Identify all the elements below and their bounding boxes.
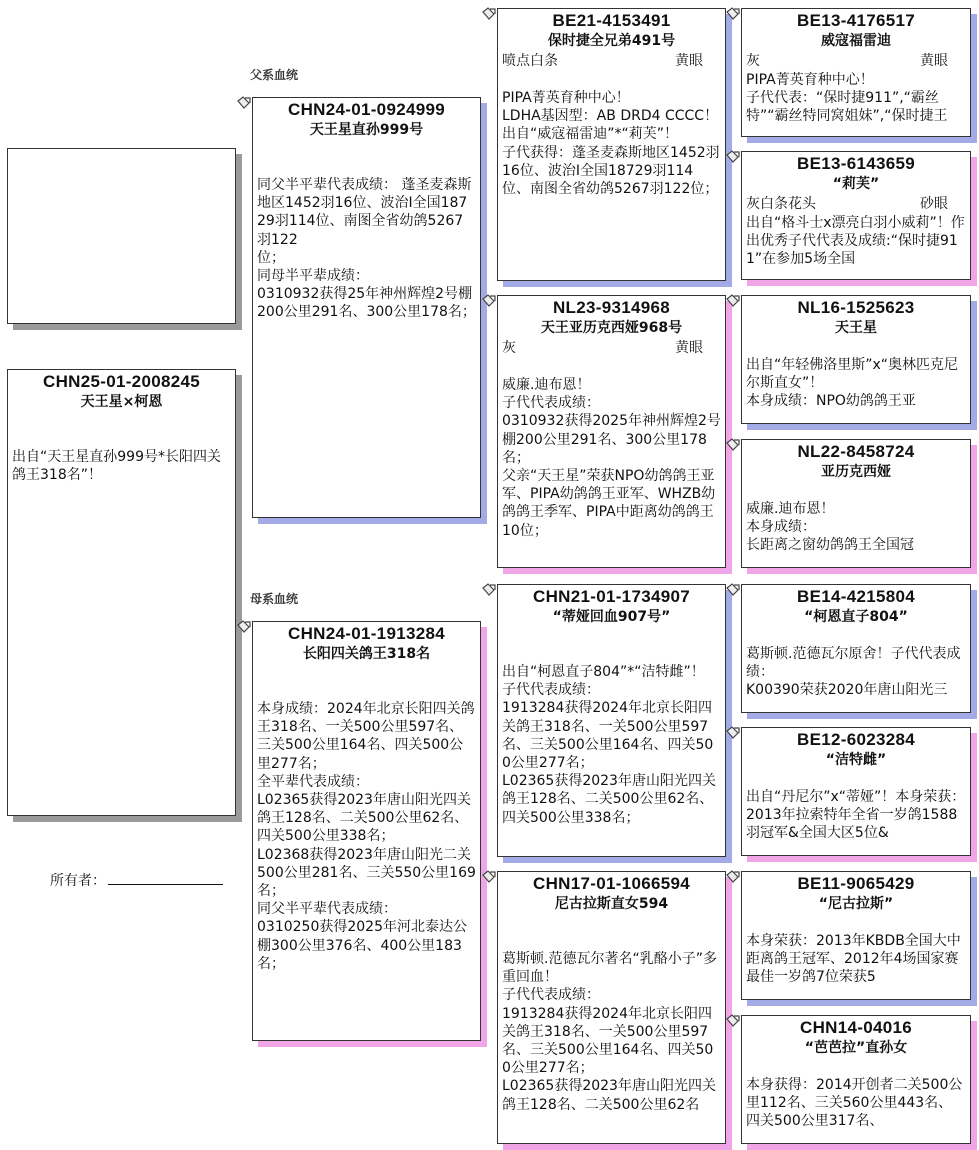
great-grandparent-card[interactable]: [741, 151, 971, 280]
edit-tag-icon[interactable]: [725, 725, 741, 741]
pigeon-notes: 出自“格斗士x漂亮白羽小威莉”！作出优秀子代代表及成绩:“保时捷911”在参加5场全国: [746, 215, 965, 268]
ring-number: BE21-4153491: [552, 11, 671, 30]
eye-type: 砂眼: [920, 196, 948, 212]
pigeon-name: 长阳四关鸽王318名: [302, 646, 431, 662]
spacer: [746, 482, 966, 500]
spacer: [746, 627, 966, 645]
pigeon-notes: 葛斯顿.范德瓦尔著名“乳酪小子”多重回血！ 子代代表成绩： 1913284获得2024年北京长阳四关鸽王318名、一关500公里597名、三关500公里164名、四关500公里277名； L02365获得2023年唐山阳光四关鸽王128名、二关500公里62名: [502, 951, 717, 1113]
spacer: [257, 664, 476, 700]
great-grandparent-card[interactable]: [741, 1015, 971, 1144]
sire-card[interactable]: [252, 97, 481, 518]
dam-card[interactable]: [252, 621, 481, 1041]
feather-color: 灰: [746, 53, 760, 69]
edit-tag-icon[interactable]: [725, 149, 741, 165]
pigeon-name: 天王星直孙999号: [309, 122, 424, 138]
edit-tag-icon[interactable]: [236, 95, 252, 111]
ring-number: CHN21-01-1734907: [533, 587, 690, 606]
ring-number: CHN14-04016: [800, 1018, 912, 1037]
pigeon-name: “尼古拉斯”: [818, 896, 894, 912]
pigeon-name: “芭芭拉”直孙女: [804, 1040, 908, 1056]
spacer: [502, 914, 721, 950]
ring-number: CHN17-01-1066594: [533, 874, 690, 893]
great-grandparent-card[interactable]: [741, 727, 971, 856]
edit-tag-icon[interactable]: [236, 619, 252, 635]
photo-placeholder[interactable]: [7, 148, 236, 324]
pigeon-notes: 本身成绩：2024年北京长阳四关鸽王318名、一关500公里597名、三关500公里164名、四关500公里277名； 全平辈代表成绩： L02365获得2023年唐山阳光四关鸽王128名、二关500公里62名、四关500公里338名； L02368获得2023年唐山阳光二关500公里281名、三关550公里169名； 同父半平辈代表成绩： 0310250获得2025年河北泰达公棚300公里376名、400公里183名；: [257, 701, 476, 972]
ring-number: CHN25-01-2008245: [43, 372, 200, 391]
eye-type: 黄眼: [675, 53, 703, 69]
grandparent-card[interactable]: [497, 295, 726, 568]
edit-tag-icon[interactable]: [725, 437, 741, 453]
great-grandparent-card[interactable]: [741, 295, 971, 424]
pigeon-name: 尼古拉斯直女594: [554, 896, 669, 912]
pigeon-notes: 葛斯顿.范德瓦尔原舍！子代代表成绩： K00390荣获2020年唐山阳光三: [746, 646, 961, 699]
spacer: [502, 358, 721, 376]
pigeon-notes: 出自“年轻佛洛里斯”x“奥林匹克尼尔斯直女”！ 本身成绩：NPO幼鸽鸽王亚: [746, 357, 959, 410]
color-eye-row: [502, 51, 721, 71]
owner-field[interactable]: [50, 870, 223, 890]
edit-tag-icon[interactable]: [481, 582, 497, 598]
pigeon-notes: 本身获得：2014开创者二关500公里112名、三关560公里443名、四关500公里317名、: [746, 1077, 963, 1130]
edit-tag-icon[interactable]: [725, 293, 741, 309]
pigeon-name: 亚历克西娅: [821, 464, 891, 480]
pigeon-notes: 威廉.迪布恩！ 本身成绩： 长距离之窗幼鸽鸽王全国冠: [746, 501, 914, 554]
pigeon-name: 威寇福雷迪: [821, 33, 891, 49]
sire-line-label: 父系血统: [250, 68, 299, 82]
spacer: [12, 412, 231, 448]
color-eye-row: [746, 194, 966, 214]
grandparent-card[interactable]: [497, 8, 726, 281]
edit-tag-icon[interactable]: [725, 1013, 741, 1029]
pigeon-name: “蒂娅回血907号”: [552, 609, 671, 625]
ring-number: NL16-1525623: [797, 298, 915, 317]
great-grandparent-card[interactable]: [741, 8, 971, 137]
edit-tag-icon[interactable]: [481, 6, 497, 22]
owner-signature-line[interactable]: [108, 870, 223, 885]
subject-card[interactable]: [7, 369, 236, 816]
spacer: [502, 627, 721, 663]
ring-number: BE14-4215804: [797, 587, 915, 606]
feather-color: 喷点白条: [502, 53, 558, 69]
spacer: [746, 770, 966, 788]
owner-label: 所有者：: [50, 873, 106, 889]
grandparent-card[interactable]: [497, 584, 726, 857]
pigeon-name: 天王亚历克西娅968号: [540, 320, 683, 336]
pigeon-notes: 出自“丹尼尔”x“蒂娅”！本身荣获：2013年拉索特年全省一岁鸽1588羽冠军&全国大区5位&: [746, 789, 966, 842]
pigeon-name: 保时捷全兄弟491号: [547, 33, 676, 49]
pigeon-name: 天王星: [835, 320, 877, 336]
pigeon-name: 天王星×柯恩: [80, 394, 163, 410]
pigeon-notes: 出自“天王星直孙999号*长阳四关鸽王318名”！: [12, 449, 221, 484]
pigeon-name: “莉芙”: [832, 176, 880, 192]
edit-tag-icon[interactable]: [481, 293, 497, 309]
eye-type: 黄眼: [675, 340, 703, 356]
spacer: [746, 338, 966, 356]
ring-number: CHN24-01-1913284: [288, 624, 445, 643]
feather-color: 灰白条花头: [746, 196, 816, 212]
color-eye-row: [746, 51, 966, 71]
grandparent-card[interactable]: [497, 871, 726, 1144]
ring-number: BE12-6023284: [797, 730, 915, 749]
pigeon-name: “柯恩直子804”: [804, 609, 908, 625]
spacer: [502, 71, 721, 89]
dam-line-label: 母系血统: [250, 592, 299, 606]
spacer: [257, 140, 476, 176]
pigeon-notes: 同父半平辈代表成绩： 蓬圣麦森斯地区1452羽16位、波治I全国18729羽114位、南图全省幼鸽5267羽122 位； 同母半平辈成绩： 0310932获得25年神州辉煌2号棚200公里291名、300公里178名；: [257, 177, 476, 321]
great-grandparent-card[interactable]: [741, 439, 971, 568]
great-grandparent-card[interactable]: [741, 584, 971, 713]
pigeon-notes: 本身荣获：2013年KBDB全国大中距离鸽王冠军、2012年4场国家赛最佳一岁鸽7位荣获5: [746, 933, 961, 986]
edit-tag-icon[interactable]: [725, 6, 741, 22]
feather-color: 灰: [502, 340, 516, 356]
ring-number: NL23-9314968: [552, 298, 670, 317]
pigeon-notes: PIPA菁英育种中心！ 子代代表：“保时捷911”,“霸丝特”“霸丝特同窝姐妹”,“保时捷王: [746, 72, 948, 125]
pigeon-notes: 出自“柯恩直子804”*“洁特雌”！ 子代代表成绩： 1913284获得2024年北京长阳四关鸽王318名、一关500公里597名、三关500公里164名、四关500公里277名； L02365获得2023年唐山阳光四关鸽王128名、二关500公里62名、四关500公里338名；: [502, 664, 716, 826]
ring-number: BE11-9065429: [797, 874, 915, 893]
spacer: [746, 914, 966, 932]
pigeon-name: “洁特雌”: [825, 752, 887, 768]
spacer: [746, 1058, 966, 1076]
edit-tag-icon[interactable]: [725, 869, 741, 885]
pigeon-notes: PIPA菁英育种中心！ LDHA基因型：AB DRD4 CCCC！出自“威寇福雷迪”*“莉芙”！ 子代获得：蓬圣麦森斯地区1452羽16位、波治I全国18729羽114位、南图全省幼鸽5267羽122位；: [502, 90, 720, 198]
edit-tag-icon[interactable]: [725, 582, 741, 598]
ring-number: CHN24-01-0924999: [288, 100, 445, 119]
great-grandparent-card[interactable]: [741, 871, 971, 1000]
eye-type: 黄眼: [920, 53, 948, 69]
color-eye-row: [502, 338, 721, 358]
pigeon-notes: 威廉.迪布恩！ 子代代表成绩： 0310932获得2025年神州辉煌2号棚200公里291名、300公里178名； 父亲“天王星”荣获NPO幼鸽鸽王亚军、PIPA幼鸽鸽王亚军、WHZB幼鸽鸽王季军、PIPA中距离幼鸽鸽王10位；: [502, 377, 721, 539]
ring-number: BE13-6143659: [797, 154, 915, 173]
edit-tag-icon[interactable]: [481, 869, 497, 885]
ring-number: BE13-4176517: [797, 11, 915, 30]
ring-number: NL22-8458724: [797, 442, 915, 461]
